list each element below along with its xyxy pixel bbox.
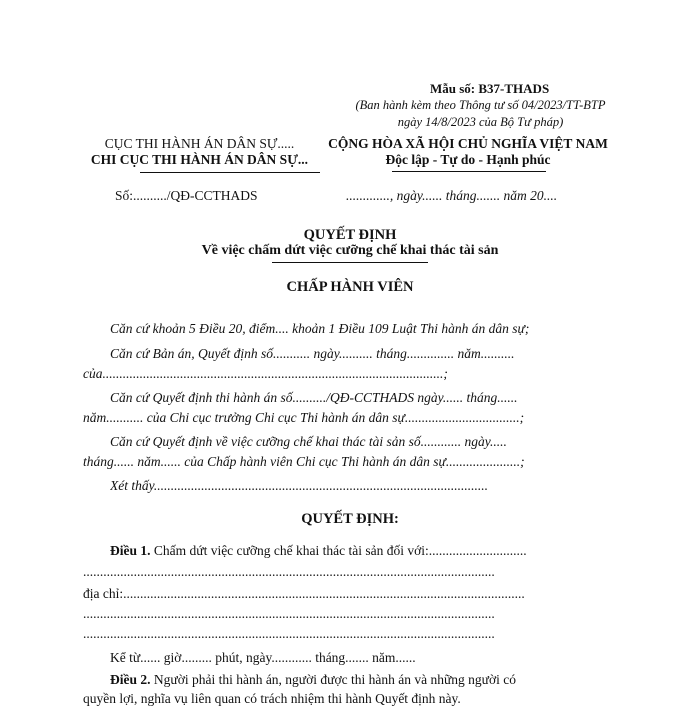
document-title: QUYẾT ĐỊNH — [303, 227, 397, 243]
article-1-address: địa chỉ:....................................................................................................................... — [83, 586, 525, 601]
article-1-dots-3: .......................................................................................................................... — [83, 626, 495, 641]
article-1-from-time: Kể từ...... giờ......... phút, ngày............ tháng....... năm...... — [110, 650, 416, 665]
form-note-line-2: ngày 14/8/2023 của Bộ Tư pháp) — [397, 115, 564, 129]
form-note-line-1: (Ban hành kèm theo Thông tư số 04/2023/TT-BTP — [355, 98, 606, 112]
article-2-label: Điều 2. — [110, 672, 151, 687]
place-date: ............., ngày...... tháng....... năm 20.... — [346, 188, 558, 203]
national-motto: Độc lập - Tự do - Hạnh phúc — [385, 152, 551, 167]
document-subtitle: Về việc chấm dứt việc cưỡng chế khai thác tài sản — [201, 243, 499, 258]
article-1-line — [110, 543, 616, 559]
basis-line-3: Căn cứ Quyết định thi hành án số........../QĐ-CCTHADS ngày...... tháng...... — [110, 390, 518, 405]
sub-agency-name: CHI CỤC THI HÀNH ÁN DÂN SỰ... — [90, 152, 309, 167]
basis-line-1: Căn cứ khoản 5 Điều 20, điểm.... khoản 1 Điều 109 Luật Thi hành án dân sự; — [110, 321, 530, 336]
article-1-dots-2: .......................................................................................................................... — [83, 606, 495, 621]
subtitle-underline — [272, 262, 428, 263]
basis-line-2-cont: của.....................................................................................................; — [83, 366, 448, 381]
consideration-line: Xét thấy................................................................................................... — [110, 478, 488, 493]
agency-name: CỤC THI HÀNH ÁN DÂN SỰ..... — [104, 136, 295, 151]
issuing-authority: CHẤP HÀNH VIÊN — [286, 279, 414, 295]
motto-underline — [392, 171, 546, 172]
decision-heading: QUYẾT ĐỊNH: — [301, 511, 399, 527]
agency-underline — [140, 172, 320, 173]
article-1-dots-1: .......................................................................................................................... — [83, 564, 495, 579]
form-code: Mẫu số: B37-THADS — [430, 81, 550, 96]
national-name: CỘNG HÒA XÃ HỘI CHỦ NGHĨA VIỆT NAM — [328, 136, 608, 151]
basis-line-2: Căn cứ Bản án, Quyết định số........... ngày.......... tháng.............. năm.......... — [110, 346, 515, 361]
basis-line-3-cont: năm........... của Chi cục trưởng Chi cục Thi hành án dân sự..................................; — [83, 410, 525, 425]
basis-line-4-cont: tháng...... năm...... của Chấp hành viên Chi cục Thi hành án dân sự......................; — [83, 454, 525, 469]
article-2-text: Người phải thi hành án, người được thi hành án và những người có — [150, 672, 516, 687]
article-2-line-cont: quyền lợi, nghĩa vụ liên quan có trách nhiệm thi hành Quyết định này. — [83, 691, 461, 706]
document-number: Số:........../QĐ-CCTHADS — [115, 188, 258, 203]
article-1-text: Chấm dứt việc cưỡng chế khai thác tài sản đối với:............................. — [150, 543, 527, 558]
basis-line-4: Căn cứ Quyết định về việc cưỡng chế khai thác tài sản số............ ngày..... — [110, 434, 507, 449]
article-2-line — [110, 672, 616, 688]
article-1-label: Điều 1. — [110, 543, 151, 558]
